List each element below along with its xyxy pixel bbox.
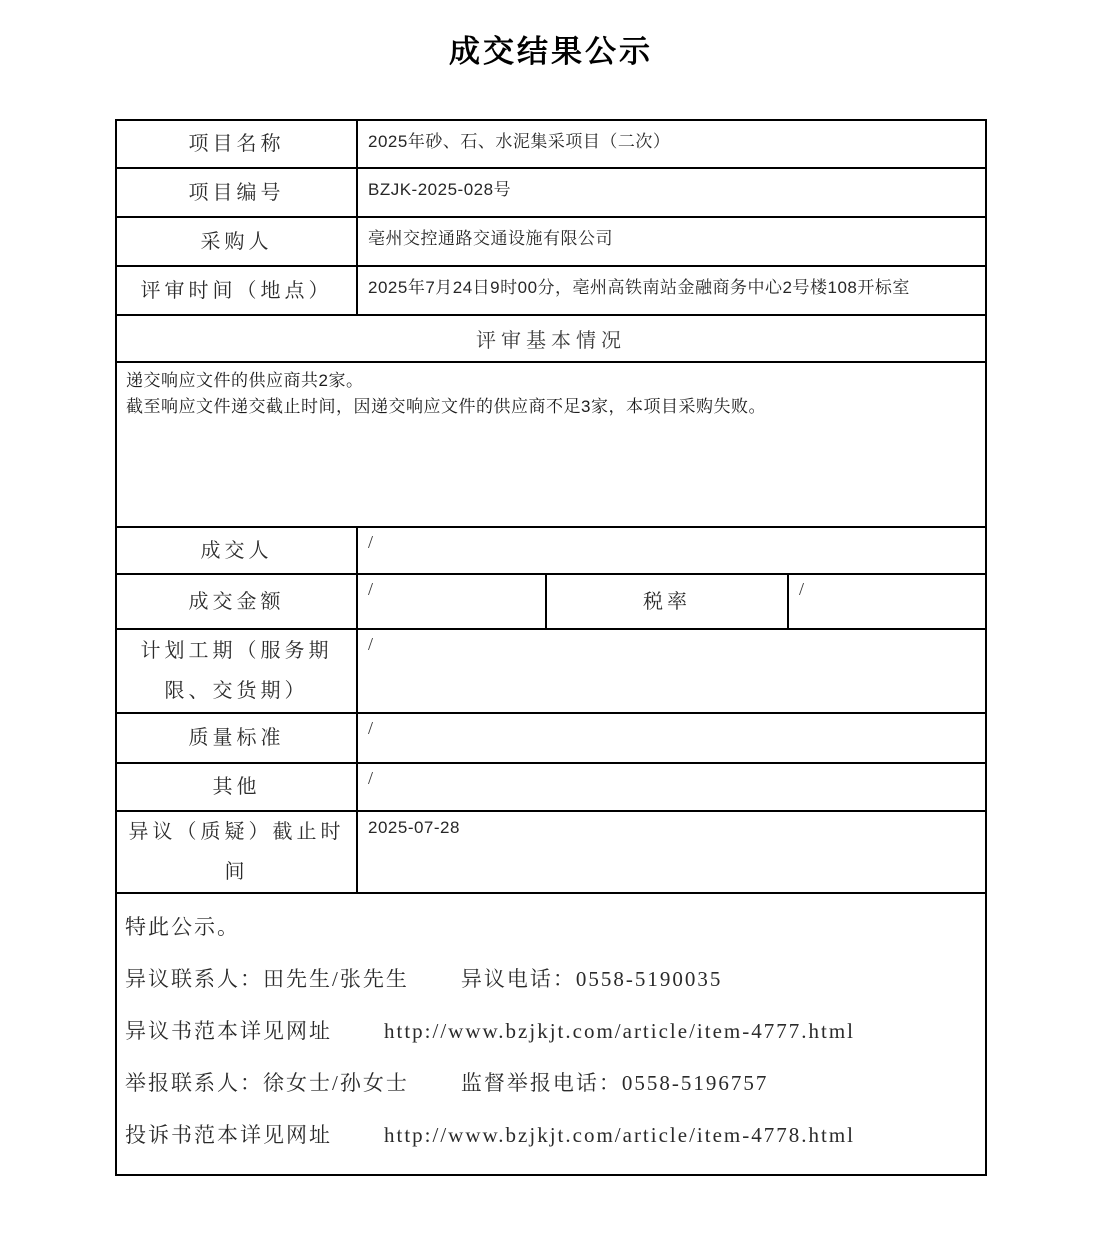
report-phone: 监督举报电话：0558-5196757 (460, 1071, 769, 1095)
objection-deadline-label: 异议（质疑）截止时间 (116, 811, 357, 893)
review-time-label: 评审时间（地点） (116, 266, 357, 315)
row-review-summary (116, 362, 986, 527)
review-summary (116, 362, 986, 527)
other-value: / (357, 763, 986, 811)
project-no-value: BZJK-2025-028号 (357, 168, 986, 217)
project-no-label: 项目编号 (116, 168, 357, 217)
row-review-time (116, 266, 986, 315)
objection-contact: 异议联系人：田先生/张先生 (125, 967, 409, 991)
footer-notice: 特此公示。 (125, 915, 240, 939)
other-label: 其他 (116, 763, 357, 811)
row-amount-tax (116, 574, 986, 629)
footer-objection-url-line (125, 1018, 977, 1044)
footer-report-contact-line (125, 1070, 977, 1096)
page-title: 成交结果公示 (449, 34, 653, 69)
row-winner (116, 527, 986, 574)
review-time-value: 2025年7月24日9时00分，亳州高铁南站金融商务中心2号楼108开标室 (357, 266, 986, 315)
project-name-label: 项目名称 (116, 120, 357, 168)
review-section-header: 评审基本情况 (116, 315, 986, 362)
review-summary-line-2: 截至响应文件递交截止时间，因递交响应文件的供应商不足3家，本项目采购失败。 (126, 397, 766, 416)
complaint-template-url: http://www.bzjkjt.com/article/item-4778.html (384, 1123, 855, 1147)
objection-phone: 异议电话：0558-5190035 (460, 967, 723, 991)
row-other (116, 763, 986, 811)
objection-template-label: 异议书范本详见网址 (125, 1019, 332, 1043)
report-contact: 举报联系人：徐女士/孙女士 (125, 1071, 409, 1095)
footer-block (116, 893, 986, 1175)
row-project-no (116, 168, 986, 217)
objection-deadline-value: 2025-07-28 (357, 811, 986, 893)
purchaser-label: 采购人 (116, 217, 357, 266)
row-objection-deadline (116, 811, 986, 893)
tax-rate-label: 税率 (546, 574, 788, 629)
purchaser-value: 亳州交控通路交通设施有限公司 (357, 217, 986, 266)
project-name-value: 2025年砂、石、水泥集采项目（二次） (357, 120, 986, 168)
quality-label: 质量标准 (116, 713, 357, 763)
amount-value: / (357, 574, 546, 629)
row-quality (116, 713, 986, 763)
tax-rate-value: / (788, 574, 986, 629)
footer-complaint-url-line (125, 1122, 977, 1148)
objection-template-url: http://www.bzjkjt.com/article/item-4777.html (384, 1019, 855, 1043)
complaint-template-label: 投诉书范本详见网址 (125, 1123, 332, 1147)
row-duration (116, 629, 986, 713)
winner-value: / (357, 527, 986, 574)
quality-value: / (357, 713, 986, 763)
row-footer (116, 893, 986, 1175)
result-table (115, 119, 987, 1176)
duration-label: 计划工期（服务期限、交货期） (116, 629, 357, 713)
review-summary-line-1: 递交响应文件的供应商共2家。 (126, 371, 364, 390)
winner-label: 成交人 (116, 527, 357, 574)
row-purchaser (116, 217, 986, 266)
row-project-name (116, 120, 986, 168)
amount-label: 成交金额 (116, 574, 357, 629)
row-review-header (116, 315, 986, 362)
footer-objection-contact-line (125, 966, 977, 992)
duration-value: / (357, 629, 986, 713)
